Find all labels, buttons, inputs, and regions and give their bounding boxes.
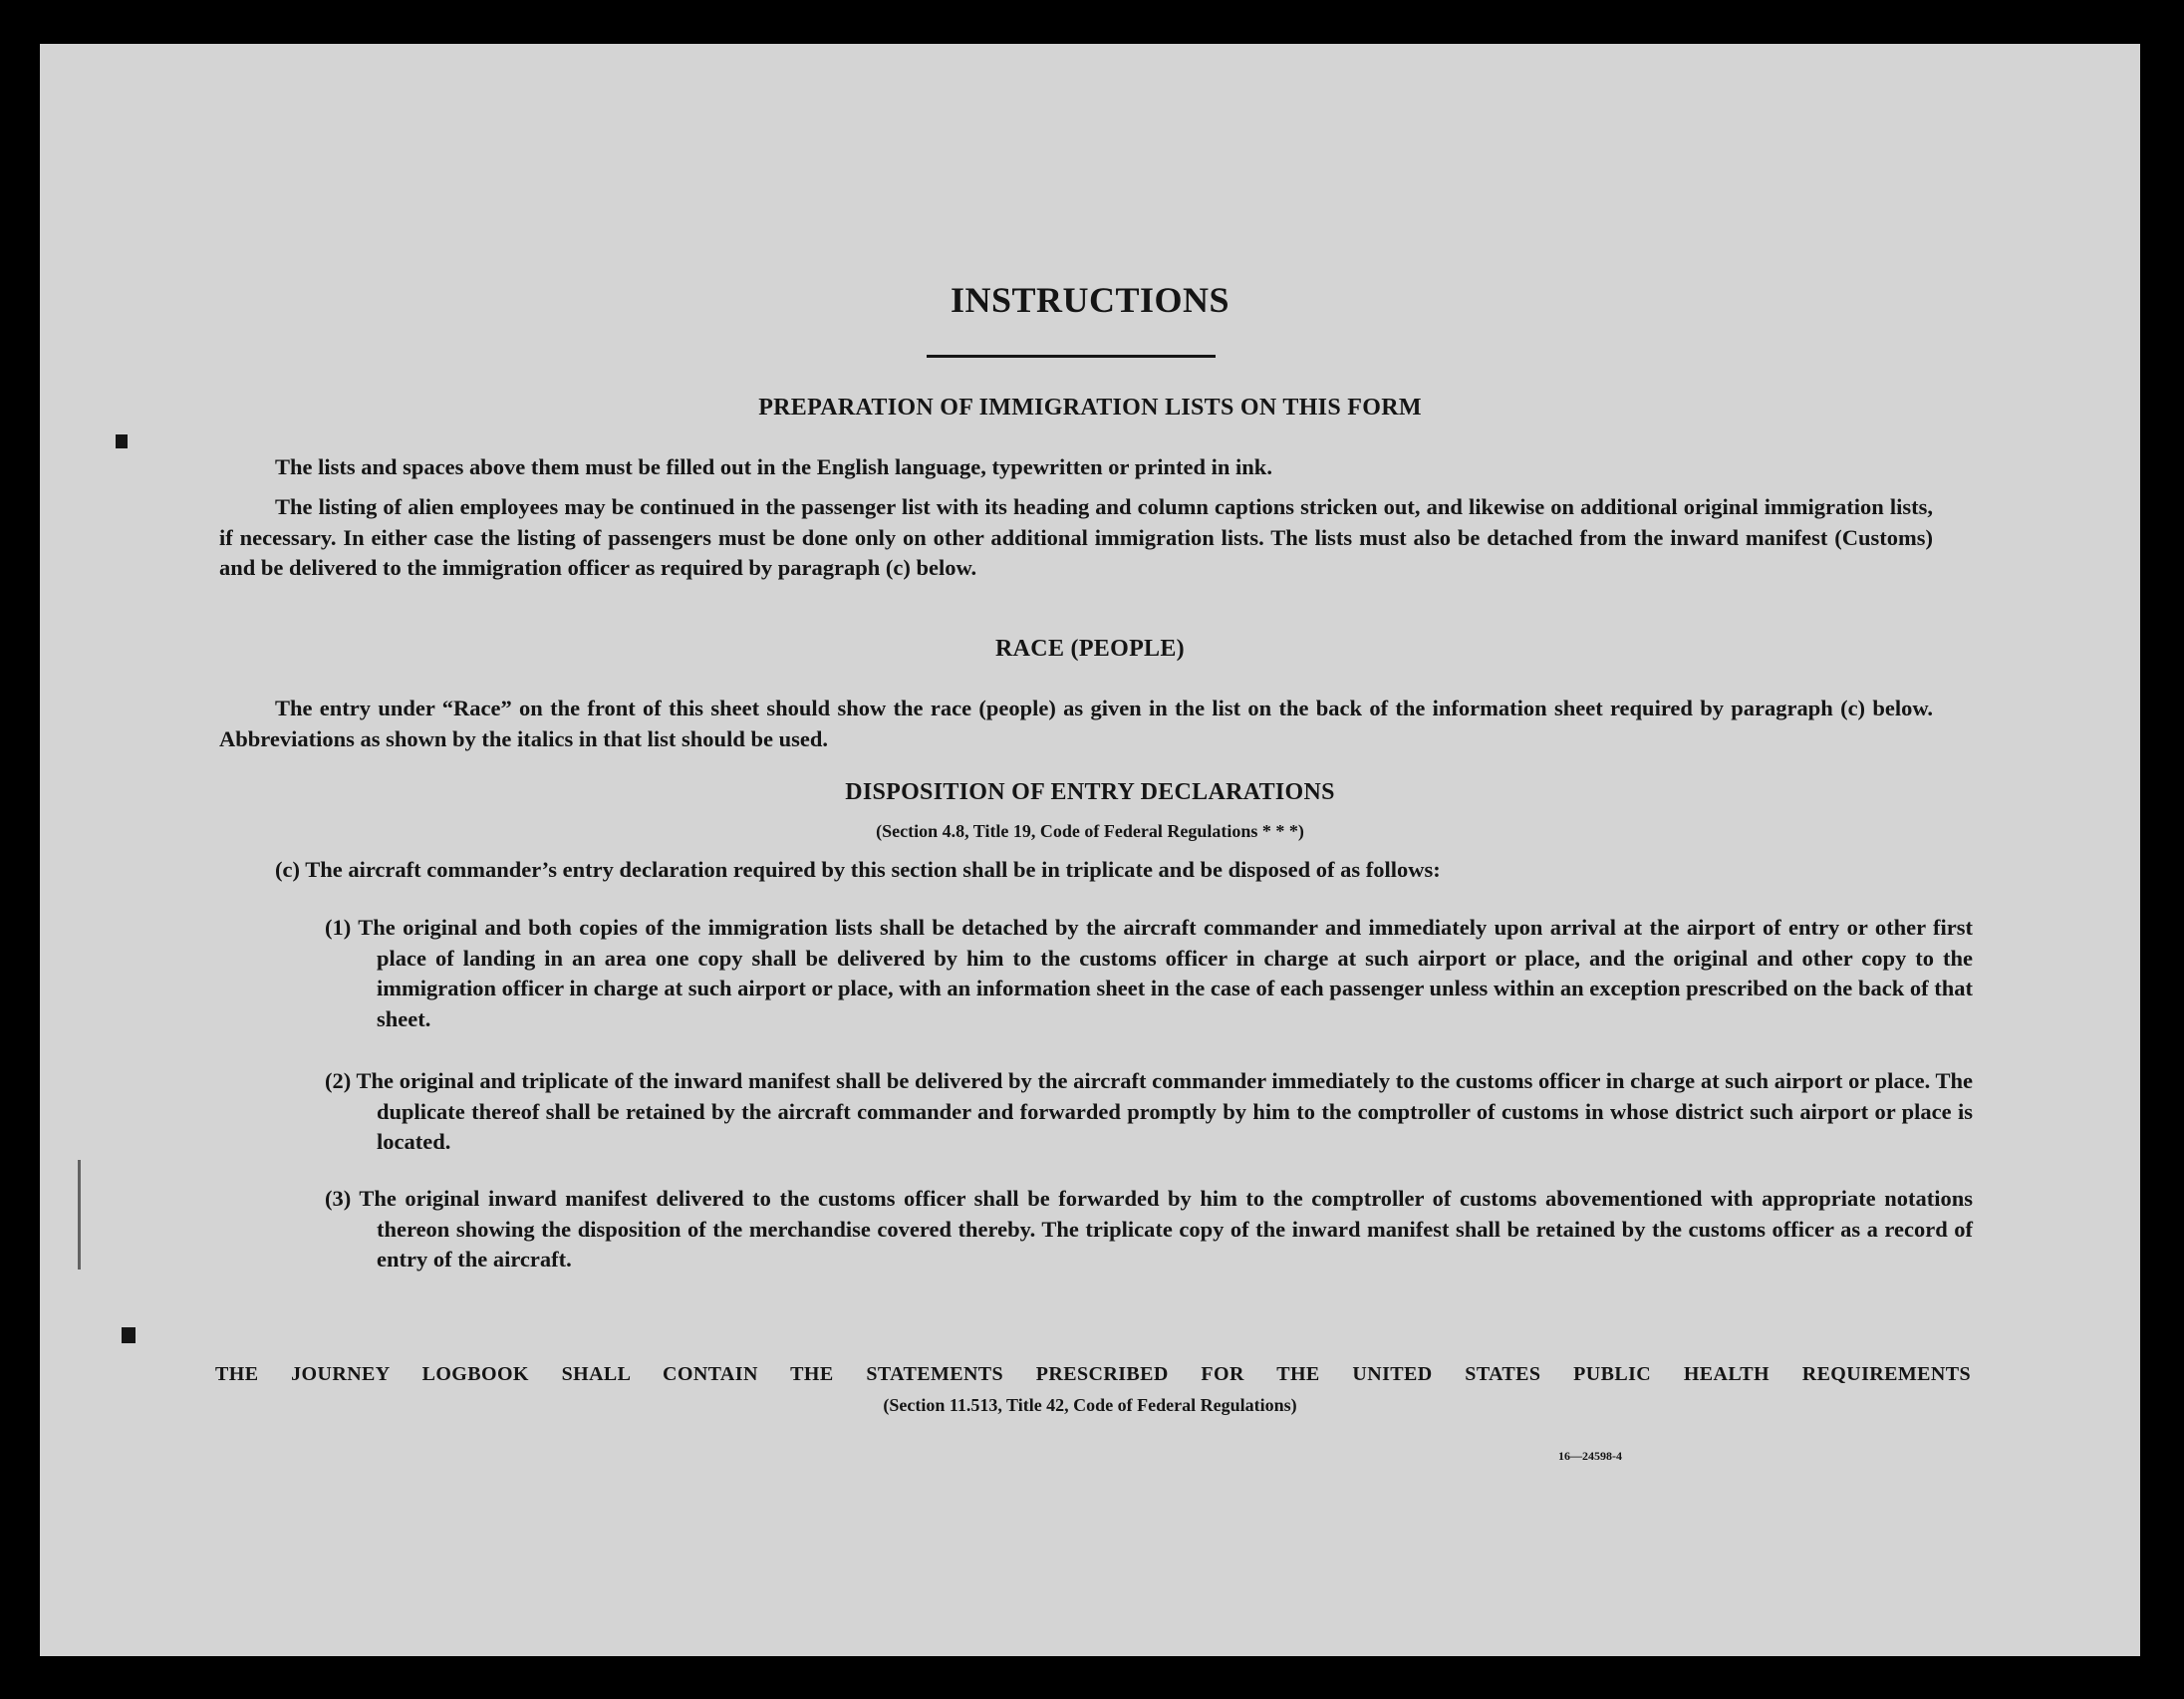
margin-mark-bottom [122,1327,136,1343]
paragraph-english-language: The lists and spaces above them must be filled out in the English language, typewritten or printed in ink. [275,454,1272,479]
section-heading-preparation: PREPARATION OF IMMIGRATION LISTS ON THIS FORM [758,395,1422,421]
paragraph-race-entry: The entry under “Race” on the front of this sheet should show the race (people) as given in the list on the back of the information sheet required by paragraph (c) below. Abbreviations as shown by the italics in that list should be used. [219,696,1933,751]
title-underline [927,355,1216,358]
document-page [40,44,2140,1656]
form-code: 16—24598-4 [1558,1449,1622,1463]
list-item-3: (3) The original inward manifest delivered to the customs officer shall be forwarded by him to the comptroller of customs abovementioned with appropriate notations thereon showing the disposition of the merchandise covered thereby. The triplicate copy of the inward manifest shall be retained by the customs officer as a record of entry of the aircraft. [325,1186,1973,1272]
section-citation-disposition: (Section 4.8, Title 19, Code of Federal Regulations * * *) [876,821,1304,841]
public-health-citation: (Section 11.513, Title 42, Code of Federal Regulations) [883,1395,1297,1415]
section-heading-disposition: DISPOSITION OF ENTRY DECLARATIONS [845,779,1335,805]
paragraph-c-intro: (c) The aircraft commander’s entry declaration required by this section shall be in triplicate and be disposed of as follows: [275,857,1441,882]
list-item-1: (1) The original and both copies of the immigration lists shall be detached by the aircraft commander and immediately upon arrival at the airport of entry or other first place of landing in an area one copy shall be delivered by him to the customs officer in charge at such airport or place, and the original and other copy to the immigration officer in charge at such airport or place, with an information sheet in the case of each passenger unless within an exception prescribed on the back of that sheet. [325,915,1973,1031]
list-item-2: (2) The original and triplicate of the inward manifest shall be delivered by the aircraft commander immediately to the customs officer in charge at such airport or place. The duplicate thereof shall be retained by the aircraft commander and forwarded promptly by him to the comptroller of customs in whose district such airport or place is located. [325,1068,1973,1154]
public-health-statement: THE JOURNEY LOGBOOK SHALL CONTAIN THE STATEMENTS PRESCRIBED FOR THE UNITED STATES PUBLIC HEALTH REQUIREMENTS [215,1363,1971,1385]
section-heading-race: RACE (PEOPLE) [995,636,1185,662]
margin-mark-top [116,434,128,448]
paragraph-alien-employees: The listing of alien employees may be continued in the passenger list with its heading and column captions stricken out, and likewise on additional original immigration lists, if necessary. In either case the listing of passengers must be done only on other additional immigration lists. The lists must also be detached from the inward manifest (Customs) and be delivered to the immigration officer as required by paragraph (c) below. [219,494,1933,580]
page-title: INSTRUCTIONS [950,280,1230,320]
margin-edge-stroke [78,1160,81,1270]
